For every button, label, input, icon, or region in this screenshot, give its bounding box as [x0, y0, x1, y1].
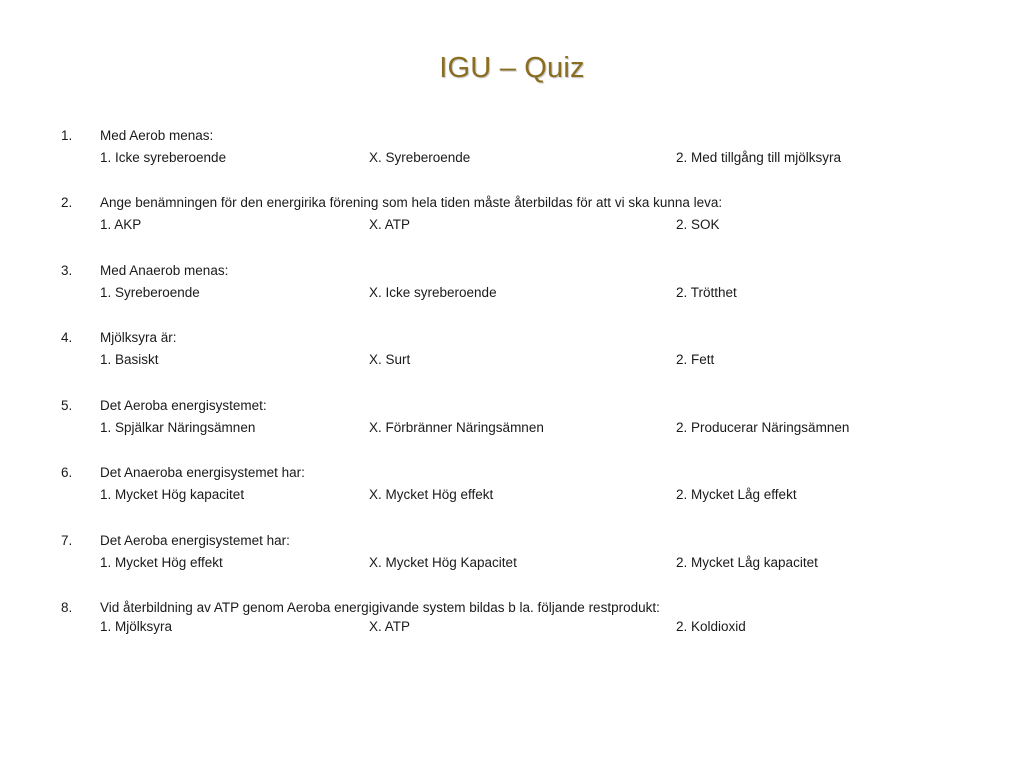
question-text: Med Aerob menas: — [100, 128, 214, 143]
option-x: X. Mycket Hög Kapacitet — [369, 555, 517, 570]
question-text: Vid återbildning av ATP genom Aeroba energigivande system bildas b la. följande restprodukt: — [100, 600, 660, 615]
option-2: 2. Producerar Näringsämnen — [676, 420, 850, 435]
question-number: 3. — [61, 263, 73, 278]
option-1: 1. Mycket Hög kapacitet — [100, 487, 245, 502]
slide-title: IGU – Quiz — [439, 52, 585, 84]
question-number: 6. — [61, 465, 73, 480]
question-text: Mjölksyra är: — [100, 330, 177, 345]
question-number: 2. — [61, 195, 73, 210]
question-number: 7. — [61, 533, 73, 548]
question-text: Det Anaeroba energisystemet har: — [100, 465, 305, 480]
option-2: 2. Mycket Låg effekt — [676, 487, 797, 502]
option-2: 2. Fett — [676, 352, 715, 367]
option-1: 1. Mycket Hög effekt — [100, 555, 223, 570]
option-2: 2. Mycket Låg kapacitet — [676, 555, 818, 570]
option-1: 1. Syreberoende — [100, 285, 200, 300]
option-1: 1. Basiskt — [100, 352, 159, 367]
question-number: 1. — [61, 128, 73, 143]
option-x: X. Förbränner Näringsämnen — [369, 420, 544, 435]
question-number: 8. — [61, 600, 73, 615]
option-1: 1. AKP — [100, 217, 142, 232]
question-text: Det Aeroba energisystemet: — [100, 398, 267, 413]
option-x: X. Syreberoende — [369, 150, 471, 165]
question-number: 5. — [61, 398, 73, 413]
question-text: Med Anaerob menas: — [100, 263, 229, 278]
option-x: X. Surt — [369, 352, 411, 367]
option-1: 1. Spjälkar Näringsämnen — [100, 420, 256, 435]
option-1: 1. Mjölksyra — [100, 619, 173, 634]
option-2: 2. Trötthet — [676, 285, 737, 300]
option-2: 2. Med tillgång till mjölksyra — [676, 150, 842, 165]
question-number: 4. — [61, 330, 73, 345]
question-text: Ange benämningen för den energirika förening som hela tiden måste återbildas för att vi ska kunna leva: — [100, 195, 723, 210]
option-1: 1. Icke syreberoende — [100, 150, 227, 165]
question-text: Det Aeroba energisystemet har: — [100, 533, 290, 548]
option-x: X. ATP — [369, 619, 411, 634]
option-2: 2. Koldioxid — [676, 619, 746, 634]
option-2: 2. SOK — [676, 217, 720, 232]
option-x: X. Icke syreberoende — [369, 285, 497, 300]
option-x: X. ATP — [369, 217, 411, 232]
option-x: X. Mycket Hög effekt — [369, 487, 494, 502]
